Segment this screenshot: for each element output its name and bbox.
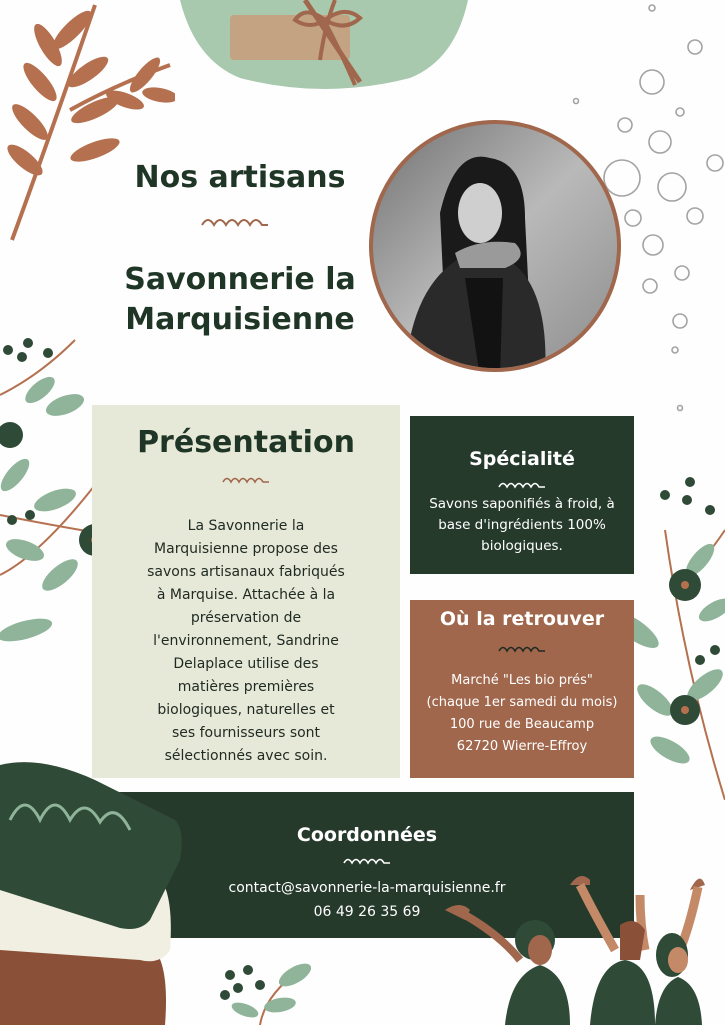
retrouver-card (410, 600, 634, 778)
fern-illustration (0, 0, 175, 245)
presentation-text (92, 515, 400, 768)
squiggle-divider-icon (221, 473, 271, 487)
retrouver-text (410, 670, 634, 758)
text-line: (chaque 1er samedi du mois) (426, 695, 618, 710)
text-line: préservation de (190, 610, 302, 626)
text-line: savons artisanaux fabriqués (147, 564, 345, 580)
text-line: Savons saponifiés à froid, à (429, 496, 615, 512)
email-link[interactable]: contact@savonnerie-la-marquisienne.fr (228, 880, 506, 896)
artisan-name (100, 260, 380, 340)
artisan-name-line1: Savonnerie la (124, 262, 356, 297)
section-title: Nos artisans (134, 160, 346, 195)
coordonnees-heading: Coordonnées (296, 824, 438, 846)
phone-number[interactable]: 06 49 26 35 69 (313, 904, 421, 920)
specialite-text (410, 494, 634, 557)
text-line: Marquisienne propose des (154, 541, 338, 557)
squiggle-divider-icon (342, 854, 392, 868)
presentation-heading: Présentation (137, 425, 355, 460)
squiggle-divider-icon (200, 213, 270, 231)
leaf-branch-illustration (210, 950, 320, 1025)
text-line: ses fournisseurs sont (171, 725, 321, 741)
text-line: La Savonnerie la (187, 518, 305, 534)
specialite-card (410, 416, 634, 574)
text-line: biologiques. (481, 538, 563, 554)
text-line: 100 rue de Beaucamp (449, 717, 595, 732)
text-line: 62720 Wierre-Effroy (456, 739, 588, 754)
artisan-portrait (365, 118, 625, 378)
text-line: matières premières (177, 679, 315, 695)
text-line: à Marquise. Attachée à la (156, 587, 336, 603)
squiggle-divider-icon (497, 642, 547, 656)
text-line: sélectionnés avec soin. (164, 748, 328, 764)
text-line: Marché "Les bio prés" (451, 673, 593, 688)
text-line: biologiques, naturelles et (157, 702, 335, 718)
squiggle-divider-icon (497, 478, 547, 492)
specialite-heading: Spécialité (469, 448, 575, 470)
soap-gift-illustration (175, 0, 475, 95)
retrouver-heading: Où la retrouver (439, 608, 605, 630)
text-line: base d'ingrédients 100% (438, 517, 606, 533)
presentation-card (92, 405, 400, 778)
artisan-name-line2: Marquisienne (125, 302, 355, 337)
women-celebrating-illustration (440, 865, 725, 1025)
text-line: l'environnement, Sandrine (153, 633, 339, 649)
text-line: Delaplace utilise des (173, 656, 319, 672)
soap-stack-illustration (0, 760, 185, 1025)
